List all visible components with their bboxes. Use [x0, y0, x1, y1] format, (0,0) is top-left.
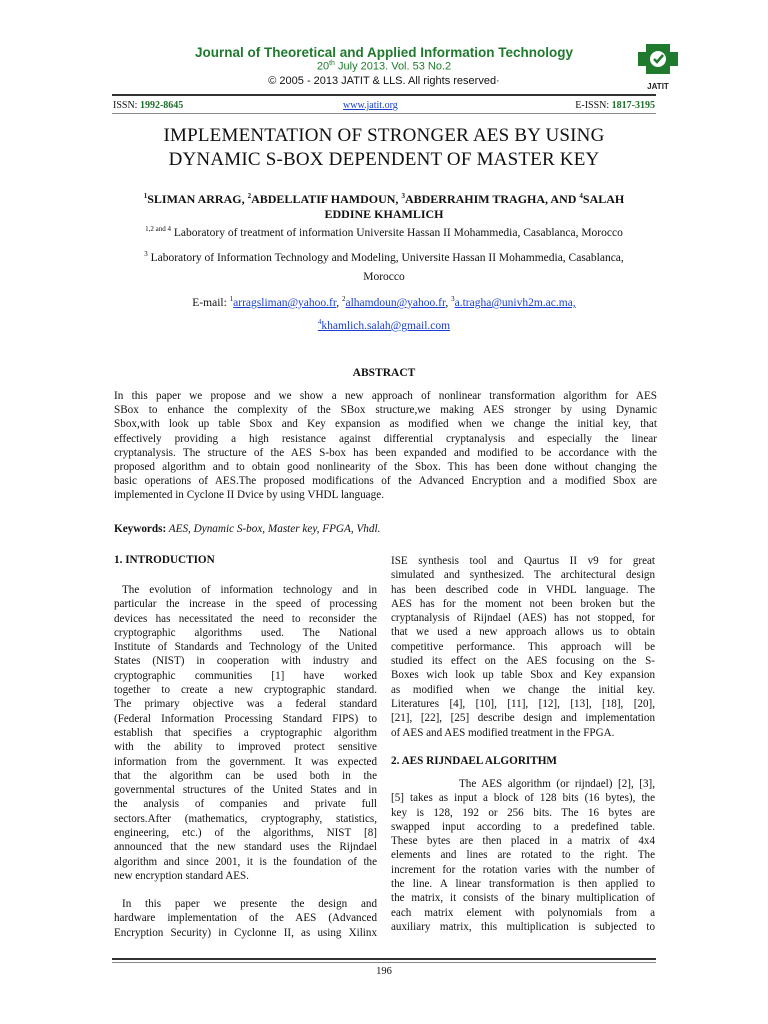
email-sup: 3 — [451, 295, 455, 303]
title-line-2: DYNAMIC S-BOX DEPENDENT OF MASTER KEY — [168, 149, 600, 170]
text-line: devices has necessitated the need to reconsider the — [114, 612, 377, 625]
abstract-line: implemented in Cyclone II Dvice by using VHDL language. — [114, 489, 384, 502]
abstract-line: Sbox,with look up table Sbox and Key expansion as modified when we change the initial key, that — [114, 418, 657, 431]
issn-label: ISSN: — [113, 100, 140, 111]
text-line: that the algorithm can be used both in the — [114, 769, 377, 782]
email-link-4[interactable] — [318, 320, 450, 332]
affiliation-text: Laboratory of treatment of information Universite Hassan II Mohammedia, Casablanca, Morocco — [170, 226, 623, 239]
keywords-label: Keywords: — [114, 523, 167, 535]
text-line: States (NIST) in cooperation with industry and — [114, 655, 377, 668]
right-paragraph-1 — [391, 554, 655, 740]
email-sup: 1 — [229, 295, 234, 303]
author-sup: 2 — [247, 192, 252, 200]
journal-name: Journal of Theoretical and Applied Information Technology — [194, 45, 574, 60]
text-line: cryptographic algorithms used. The National — [114, 626, 377, 639]
section-1-title: 1. INTRODUCTION — [114, 554, 215, 566]
text-line: together to create a new cryptographic standard. — [114, 684, 377, 697]
text-line: establish that specifies a cryptographic algorithm — [114, 726, 377, 739]
header-rule — [112, 94, 656, 96]
text-line: Literatures [4], [10], [11], [12], [13], [18], [20], — [391, 697, 655, 710]
text-line: ISE synthesis tool and Qaurtus II v9 for great — [391, 555, 655, 567]
logo-text: JATIT — [647, 82, 669, 91]
text-line: the line. A linear transformation is then applied to — [391, 878, 655, 891]
affiliation-1 — [112, 222, 656, 240]
author-list — [112, 189, 656, 222]
text-line: has been described code in VHDL language. The — [391, 583, 655, 596]
issn-value: 1992-8645 — [139, 100, 184, 111]
text-line: sectors.After (mathematics, cryptography, statistics, — [114, 812, 377, 825]
email-link-3[interactable]: a.tragha@univh2m.ac.ma, — [454, 296, 576, 309]
affiliation-text: Laboratory of Information Technology and Modeling, Universite Hassan II Mohammedia, Casablanca, — [147, 251, 624, 264]
text-line: [5] takes as input a block of 128 bits (16 bytes), the — [391, 792, 655, 805]
text-line: new encryption standard AES. — [114, 869, 249, 882]
eissn-label: E-ISSN: — [575, 100, 612, 111]
text-line: [21], [22], [25] describe design and implementation — [391, 712, 655, 725]
keywords-text: AES, Dynamic S-box, Master key, FPGA, Vhdl. — [166, 523, 381, 535]
text-line: swapped input according to a predefined table. — [391, 820, 655, 833]
text-line: with the ability to improved protect sensitive — [114, 741, 377, 754]
text-line: that we used a new approach allows us to obtain — [391, 626, 655, 639]
author-name: SLIMAN ARRAG, — [147, 192, 248, 206]
text-line: competitive performance. This approach will be — [391, 640, 655, 653]
text-line: information from the government. It was expected — [114, 755, 377, 768]
affiliation-sup: 1,2 and 4 — [145, 225, 171, 233]
header-rule-thin — [112, 113, 656, 114]
email-line-2 — [112, 315, 656, 333]
section-1-heading — [114, 553, 377, 567]
text-line: governmental structures of the United States and in — [114, 784, 377, 797]
intro-paragraph-1 — [114, 583, 377, 883]
page-number: 196 — [376, 966, 392, 977]
text-line: the analysis of companies and private full — [114, 798, 377, 811]
text-line: elements and lines are rotated to the right. The — [391, 849, 655, 862]
text-line: each matrix element with polynomials from a — [391, 906, 655, 919]
text-line: AES has for the moment not been broken but the — [391, 597, 655, 610]
text-line: particular the increase in the speed of processing — [114, 598, 377, 611]
footer-rule-thin — [112, 962, 656, 963]
abstract-line: SBox to enhance the complexity of the SBox structure,we making AES stronger by using Dynamic — [114, 404, 657, 417]
text-line: algorithm and since 2001, it is the foundation of the — [114, 855, 377, 868]
eissn-value: 1817-3195 — [611, 100, 655, 111]
text-line: key is 128, 192 or 256 bits. The 16 bytes are — [391, 806, 655, 819]
text-line: The AES algorithm (or rijndael) [2], [3], — [459, 778, 655, 790]
text-line: increment for the rotation varies with the number of — [391, 863, 655, 876]
email-sup: 2 — [341, 295, 346, 303]
text-line: auxiliary matrix, this multiplication is subjected to — [391, 920, 655, 933]
issue-day: 20 — [316, 60, 330, 73]
text-line: Institute of Standards and Technology of the United — [114, 641, 377, 654]
text-line: of AES and AES modified treatment in the FPGA. — [391, 726, 615, 739]
author-sup: 3 — [401, 192, 405, 200]
text-line: Encryption Security) in Cyclonne II, as using Xilinx — [114, 926, 377, 939]
abstract-line: basic operations of AES.The proposed modifications of the Advanced Encryption and a modified Sbox are — [114, 475, 657, 488]
issue-day-suffix: th — [329, 60, 335, 67]
author-sup: 1 — [143, 192, 148, 200]
text-line: the matrix, it consists of the binary multiplication of — [391, 892, 655, 905]
text-line: as modified when we change the initial key. — [391, 683, 655, 696]
abstract-heading: ABSTRACT — [352, 367, 416, 379]
title-line-1: IMPLEMENTATION OF STRONGER AES BY USING — [163, 125, 605, 146]
paper-title — [112, 124, 656, 172]
text-line: engineering, etc.) of the algorithms, NIST [8] — [114, 827, 377, 840]
author-line-2: EDDINE KHAMLICH — [324, 207, 444, 221]
email-text-4: khamlich.salah@gmail.com — [321, 319, 451, 332]
copyright-line: © 2005 - 2013 JATIT & LLS. All rights reserved· — [268, 75, 500, 87]
text-line: simulated and synthesized. The architectural design — [391, 569, 655, 582]
affiliation-2 — [112, 247, 656, 265]
text-line: cryptographic communities [1] have worked — [114, 669, 377, 682]
text-line: These bytes are then placed in a matrix of 4x4 — [391, 835, 655, 848]
affiliation-sup: 3 — [144, 250, 148, 258]
email-link-1[interactable]: arragsliman@yahoo.fr — [233, 296, 337, 309]
email-link-2[interactable]: alhamdoun@yahoo.fr — [345, 296, 446, 309]
section-2-title: 2. AES RIJNDAEL ALGORITHM — [391, 755, 557, 767]
eissn — [575, 100, 655, 111]
text-line: announced that the new standard uses the Rijndael — [114, 841, 377, 854]
keywords — [114, 523, 380, 535]
footer-rule — [112, 958, 656, 960]
author-name: ABDELLATIF HAMDOUN, — [251, 192, 402, 206]
text-line: cryptanalysis of Rijndael (AES) has not stopped, for — [391, 612, 655, 625]
text-line: In this paper we presente the design and — [122, 898, 377, 910]
author-name: ABDERRAHIM TRAGHA, AND — [404, 192, 580, 206]
email-line-1: E-mail: $^1$arragsliman@yahoo.fr, $^2$alhamdoun@yahoo.fr, $^3$a.tragha@univh2m.ac.ma, — [192, 295, 576, 309]
text-line: studied its effect on the AES focusing on the S- — [391, 655, 655, 668]
author-line-1 — [112, 189, 656, 207]
text-line: The primary objective was a federal standard — [114, 698, 377, 711]
abstract-line: effectively providing a high resistance against differential cryptanalysis and especially the linear — [114, 432, 657, 445]
text-line: (Federal Information Processing Standard FIPS) to — [114, 712, 377, 725]
abstract-line: cryptanalysis. The structure of the AES S-box has been expanded and modified to be accordance with the — [114, 446, 657, 459]
abstract-line: In this paper we propose and we show a new approach of nonlinear transformation algorithm for AES — [114, 390, 657, 402]
journal-website-link[interactable]: www.jatit.org — [343, 100, 398, 111]
abstract-body — [114, 389, 657, 503]
intro-paragraph-2 — [114, 897, 377, 940]
email-sup: 4 — [317, 318, 322, 326]
text-line: The evolution of information technology and in — [122, 584, 377, 596]
issn — [113, 100, 183, 111]
author-sup: 4 — [579, 192, 583, 200]
text-line: Boxes wich look up table Sbox and Key expansion — [391, 669, 655, 682]
right-paragraph-2 — [391, 777, 655, 934]
affiliation-2-line-2: Morocco — [363, 271, 405, 283]
issue-rest: July 2013. Vol. 53 No.2 — [334, 60, 452, 73]
section-2-heading — [391, 754, 655, 768]
author-name: SALAH — [582, 192, 625, 206]
text-line: hardware implementation of the AES (Advanced — [114, 912, 377, 925]
abstract-line: proposed algorithm and to obtain good nonlinearity of the Sbox. This has been done without changing the — [114, 461, 657, 474]
email-label: E-mail: — [192, 296, 230, 309]
